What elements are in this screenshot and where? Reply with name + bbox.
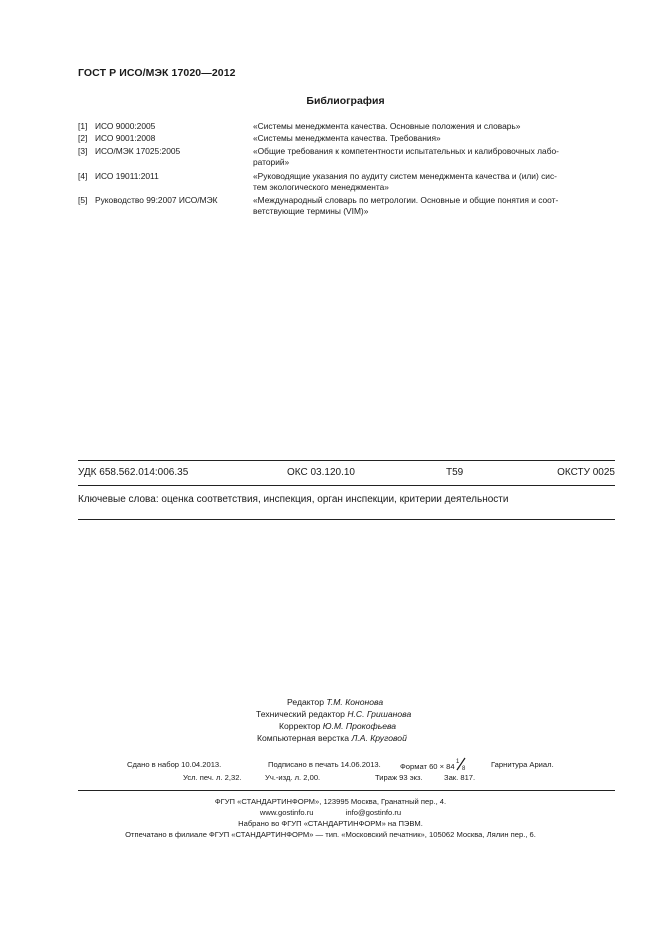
format-prefix: Формат 60 × 84	[400, 762, 455, 771]
format-fraction-numerator: 1	[455, 759, 459, 765]
udc-code: УДК 658.562.014:006.35	[78, 467, 189, 478]
submitted-date: Сдано в набор 10.04.2013.	[127, 760, 222, 769]
entry-number: [2]	[78, 133, 88, 143]
entry-number: [1]	[78, 121, 88, 131]
entry-title-line: ветствующие термины (VIM)»	[253, 206, 369, 217]
entry-title-line: раторий»	[253, 157, 290, 168]
corrector-line	[279, 721, 396, 733]
entry-title-line: «Руководящие указания по аудиту систем менеджмента качества и (или) сис-	[253, 171, 557, 181]
editor-line	[287, 697, 383, 709]
document-header: ГОСТ Р ИСО/МЭК 17020—2012	[78, 67, 236, 79]
editor-label: Редактор	[287, 697, 324, 707]
bibliography-entry	[78, 146, 616, 171]
bibliography-list	[78, 121, 616, 219]
layout-label: Компьютерная верстка	[257, 733, 350, 743]
format-fraction-denominator: 8	[461, 766, 465, 771]
fraction-mark	[455, 760, 467, 770]
publisher-address: ФГУП «СТАНДАРТИНФОРМ», 123995 Москва, Гранатный пер., 4.	[214, 797, 447, 806]
entry-document: ИСО 9000:2005	[95, 121, 156, 131]
entry-title-line: «Системы менеджмента качества. Основные положения и словарь»	[253, 121, 521, 131]
entry-document: ИСО/МЭК 17025:2005	[95, 146, 181, 156]
divider	[78, 790, 615, 791]
entry-number: [3]	[78, 146, 88, 156]
t-code: Т59	[446, 467, 464, 478]
layout-name: Л.А. Круговой	[351, 733, 407, 743]
corrector-label: Корректор	[279, 721, 321, 731]
entry-document: ИСО 9001:2008	[95, 133, 156, 143]
okstu-code: ОКСТУ 0025	[557, 467, 615, 478]
editor-name: Т.М. Кононова	[326, 697, 384, 707]
publisher-info	[0, 796, 661, 840]
oks-code: ОКС 03.120.10	[287, 467, 355, 478]
entry-number: [4]	[78, 171, 88, 181]
entry-title	[253, 121, 616, 132]
entry-title-line: «Системы менеджмента качества. Требования»	[253, 133, 441, 143]
order-number: Зак. 817.	[444, 773, 476, 782]
entry-document: Руководство 99:2007 ИСО/МЭК	[95, 195, 218, 205]
tech-editor-line	[256, 709, 411, 721]
typesetting-note: Набрано во ФГУП «СТАНДАРТИНФОРМ» на ПЭВМ.	[238, 819, 423, 828]
entry-title-line: «Общие требования к компетентности испытательных и калибровочных лабо-	[253, 146, 559, 156]
entry-title	[253, 195, 616, 218]
divider	[78, 519, 615, 520]
bibliography-entry	[78, 121, 616, 133]
bibliography-entry	[78, 133, 616, 146]
entry-title-line: тем экологического менеджмента»	[253, 182, 389, 193]
publisher-email: info@gostinfo.ru	[345, 808, 402, 817]
format	[400, 760, 467, 771]
publisher-contacts	[0, 807, 661, 818]
print-run: Тираж 93 экз.	[375, 773, 423, 782]
keywords: Ключевые слова: оценка соответствия, инспекция, орган инспекции, критерии деятельности	[78, 494, 509, 505]
publication-sheets: Уч.-изд. л. 2,00.	[265, 773, 321, 782]
entry-title	[253, 171, 616, 194]
signed-date: Подписано в печать 14.06.2013.	[268, 760, 381, 769]
divider	[78, 460, 615, 461]
divider	[78, 485, 615, 486]
bibliography-entry	[78, 171, 616, 195]
layout-line	[257, 733, 407, 745]
entry-number: [5]	[78, 195, 88, 205]
tech-editor-label: Технический редактор	[256, 709, 345, 719]
print-sheets: Усл. печ. л. 2,32.	[183, 773, 242, 782]
publisher-website: www.gostinfo.ru	[259, 808, 314, 817]
typeface: Гарнитура Ариал.	[491, 760, 554, 769]
bibliography-entry	[78, 195, 616, 219]
entry-title	[253, 146, 616, 169]
entry-title-line: «Международный словарь по метрологии. Основные и общие понятия и соот-	[253, 195, 559, 205]
tech-editor-name: Н.С. Гришанова	[347, 709, 412, 719]
entry-title	[253, 133, 616, 144]
corrector-name: Ю.М. Прокофьева	[322, 721, 397, 731]
bibliography-heading: Библиография	[306, 95, 385, 107]
entry-document: ИСО 19011:2011	[95, 171, 159, 181]
printing-note: Отпечатано в филиале ФГУП «СТАНДАРТИНФОРМ» — тип. «Московский печатник», 105062 Москва, Лялин пер., 6.	[125, 830, 536, 839]
